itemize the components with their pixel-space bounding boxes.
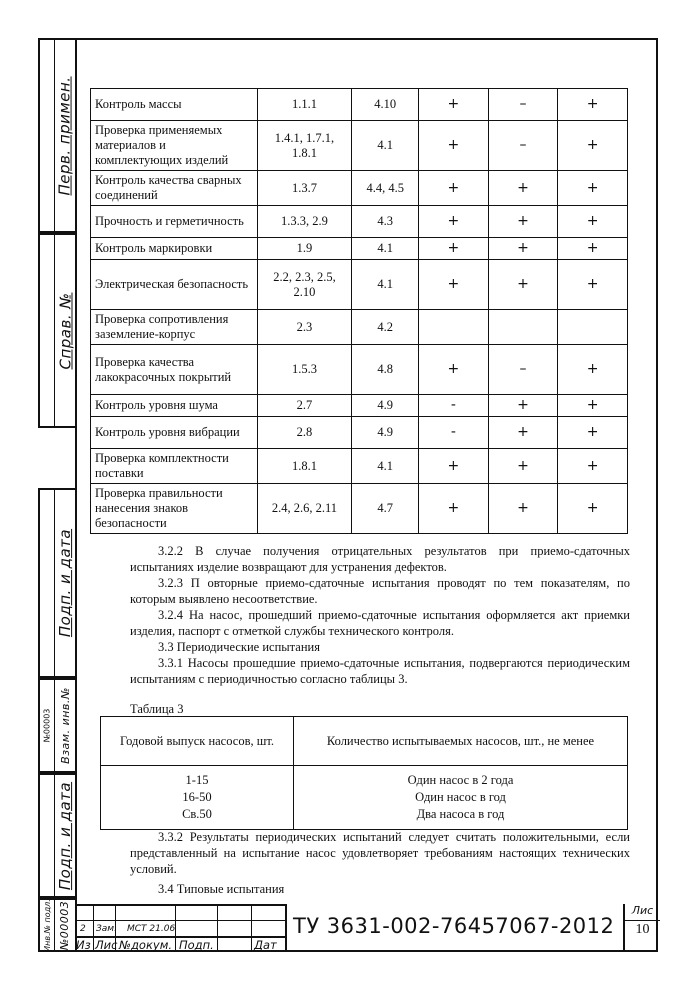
requirement-clause-cell: 1.3.3, 2.9 xyxy=(257,206,352,238)
sidebar-value-vzam-inv: №00003 xyxy=(42,708,52,743)
mark-cell xyxy=(419,310,489,345)
stamp-izm: 2 xyxy=(80,924,86,934)
paragraph-3-2-4 xyxy=(130,607,630,639)
check-name-cell: Контроль уровня вибрации xyxy=(91,417,258,449)
test-method-cell: 4.1 xyxy=(352,121,419,171)
mark-cell: + xyxy=(419,206,489,238)
stamp-zam: Зам. xyxy=(96,924,117,934)
paragraph-3-3-2-text: 3.3.2 Результаты периодических испытаний следует считать положительными, если представленный на испытание насос удовлетворяет требованиям настоящих технических условий. xyxy=(130,830,630,876)
check-name-cell: Проверка качества лакокрасочных покрытий xyxy=(91,345,258,395)
mark-cell: + xyxy=(488,171,558,206)
sidebar-cell-inv-podl xyxy=(38,898,75,952)
requirement-clause-cell: 1.9 xyxy=(257,238,352,260)
check-name-cell: Контроль массы xyxy=(91,89,258,121)
mark-cell: + xyxy=(419,449,489,484)
sheet-number: 10 xyxy=(635,922,650,937)
stamp-doc-no: МСТ 21.06 xyxy=(127,924,176,934)
check-name-cell: Электрическая безопасность xyxy=(91,260,258,310)
heading-3-3 xyxy=(130,639,630,655)
mark-cell: + xyxy=(558,345,628,395)
table-3-output: 16-50 xyxy=(182,790,212,804)
test-method-cell: 4.2 xyxy=(352,310,419,345)
mark-cell: – xyxy=(488,121,558,171)
heading-3-3-text: 3.3 Периодические испытания xyxy=(158,640,320,654)
sheet-number-box xyxy=(623,904,660,952)
mark-cell: + xyxy=(558,206,628,238)
sidebar-cell-perv-primen xyxy=(38,38,75,233)
sidebar-cell-podp-data-2 xyxy=(38,773,75,898)
table-3-count: Два насоса в год xyxy=(416,807,505,821)
table-3-output-cell xyxy=(101,766,294,830)
table-3-count-cell xyxy=(294,766,628,830)
mark-cell: + xyxy=(419,121,489,171)
table-row xyxy=(91,345,628,395)
test-method-cell: 4.7 xyxy=(352,484,419,534)
mark-cell: + xyxy=(558,260,628,310)
mark-cell: + xyxy=(488,395,558,417)
requirement-clause-cell: 1.1.1 xyxy=(257,89,352,121)
table-3-count: Один насос в 2 года xyxy=(407,773,514,787)
mark-cell: + xyxy=(419,238,489,260)
paragraph-3-2-2-text: 3.2.2 В случае получения отрицательных результатов при приемо-сдаточных испытаниях изделие возвращают для устранения дефектов. xyxy=(130,544,630,574)
paragraph-3-2-2 xyxy=(130,543,630,575)
mark-cell: + xyxy=(488,238,558,260)
table-row xyxy=(91,395,628,417)
sidebar-label-podp-data-2: Подп. и дата xyxy=(56,781,74,890)
check-name-cell: Контроль уровня шума xyxy=(91,395,258,417)
sidebar-cell-podp-data-1 xyxy=(38,488,75,678)
sidebar-label-perv-primen: Перв. примен. xyxy=(56,75,75,196)
control-methods-table xyxy=(90,88,628,534)
mark-cell: + xyxy=(558,171,628,206)
heading-3-4-text: 3.4 Типовые испытания xyxy=(158,882,285,896)
mark-cell: - xyxy=(419,395,489,417)
mark-cell: + xyxy=(419,89,489,121)
stamp-label-lis: Лис xyxy=(95,938,118,952)
paragraph-3-3-1-text: 3.3.1 Насосы прошедшие приемо-сдаточные испытания, подвергаются периодическим испытаниям с периодичностью согласно таблицы 3. xyxy=(130,656,630,686)
paragraph-3-3-1 xyxy=(130,655,630,687)
mark-cell: + xyxy=(558,89,628,121)
table-3 xyxy=(100,716,628,830)
table-3-caption: Таблица 3 xyxy=(130,702,184,716)
check-name-cell: Проверка комплектности поставки xyxy=(91,449,258,484)
mark-cell: + xyxy=(419,260,489,310)
table-3-output: Св.50 xyxy=(182,807,212,821)
heading-3-4 xyxy=(130,881,630,897)
requirement-clause-cell: 1.8.1 xyxy=(257,449,352,484)
mark-cell: - xyxy=(419,417,489,449)
mark-cell: + xyxy=(488,417,558,449)
mark-cell: + xyxy=(419,484,489,534)
table-3-count: Один насос в год xyxy=(415,790,506,804)
test-method-cell: 4.1 xyxy=(352,449,419,484)
mark-cell: – xyxy=(488,89,558,121)
sheet-label: Лис xyxy=(625,904,660,921)
table-row xyxy=(91,449,628,484)
table-row xyxy=(91,417,628,449)
stamp-label-podp: Подп. xyxy=(179,938,214,952)
mark-cell: + xyxy=(558,417,628,449)
requirement-clause-cell: 2.2, 2.3, 2.5, 2.10 xyxy=(257,260,352,310)
title-block-grid xyxy=(75,904,285,952)
paragraph-3-2-3-text: 3.2.3 П овторные приемо-сдаточные испытания проводят по тем показателям, по которым выявлено несоответствие. xyxy=(130,576,630,606)
mark-cell: + xyxy=(488,449,558,484)
mark-cell: + xyxy=(419,345,489,395)
check-name-cell: Контроль маркировки xyxy=(91,238,258,260)
sidebar-value-inv-podl: №00003 xyxy=(58,900,72,950)
table-3-header-count: Количество испытываемых насосов, шт., не менее xyxy=(294,717,628,766)
mark-cell: + xyxy=(558,395,628,417)
check-name-cell: Проверка применяемых материалов и комплектующих изделий xyxy=(91,121,258,171)
mark-cell xyxy=(558,310,628,345)
requirement-clause-cell: 1.5.3 xyxy=(257,345,352,395)
table-row xyxy=(91,310,628,345)
mark-cell: – xyxy=(488,345,558,395)
sidebar-cell-sprav-no xyxy=(38,233,75,428)
sidebar-cell-vzam-inv xyxy=(38,678,75,773)
sidebar-label-vzam-inv: Взам. инв.№ xyxy=(58,687,72,764)
test-method-cell: 4.8 xyxy=(352,345,419,395)
stamp-label-iz: Из xyxy=(76,938,91,952)
test-method-cell: 4.1 xyxy=(352,260,419,310)
table-row xyxy=(91,238,628,260)
table-row xyxy=(91,484,628,534)
table-row xyxy=(91,89,628,121)
stamp-label-dat: Дат xyxy=(254,938,277,952)
table-3-header-output: Годовой выпуск насосов, шт. xyxy=(101,717,294,766)
mark-cell xyxy=(488,310,558,345)
binding-sidebar xyxy=(38,38,75,952)
sidebar-label-sprav-no: Справ. № xyxy=(56,292,75,369)
mark-cell: + xyxy=(488,260,558,310)
table-row xyxy=(91,171,628,206)
test-method-cell: 4.4, 4.5 xyxy=(352,171,419,206)
requirement-clause-cell: 2.4, 2.6, 2.11 xyxy=(257,484,352,534)
sidebar-label-podp-data-1: Подп. и дата xyxy=(56,528,74,638)
check-name-cell: Контроль качества сварных соединений xyxy=(91,171,258,206)
mark-cell: + xyxy=(558,484,628,534)
title-block xyxy=(75,904,658,952)
test-method-cell: 4.10 xyxy=(352,89,419,121)
mark-cell: + xyxy=(558,238,628,260)
check-name-cell: Проверка сопротивления заземление-корпус xyxy=(91,310,258,345)
requirement-clause-cell: 1.3.7 xyxy=(257,171,352,206)
mark-cell: + xyxy=(488,206,558,238)
requirement-clause-cell: 2.3 xyxy=(257,310,352,345)
test-method-cell: 4.3 xyxy=(352,206,419,238)
stamp-label-dokum: №докум. xyxy=(119,938,173,952)
document-code: ТУ 3631-002-76457067-2012 xyxy=(293,914,615,938)
paragraph-3-3-2 xyxy=(130,829,630,877)
requirement-clause-cell: 2.7 xyxy=(257,395,352,417)
table-row xyxy=(91,206,628,238)
table-3-output: 1-15 xyxy=(185,773,209,787)
paragraph-3-2-3 xyxy=(130,575,630,607)
sidebar-label-inv-podl: Инв.№ подл. xyxy=(42,898,52,952)
check-name-cell: Проверка правильности нанесения знаков безопасности xyxy=(91,484,258,534)
check-name-cell: Прочность и герметичность xyxy=(91,206,258,238)
mark-cell: + xyxy=(558,121,628,171)
table-row xyxy=(91,121,628,171)
table-row xyxy=(91,260,628,310)
paragraph-3-2-4-text: 3.2.4 На насос, прошедший приемо-сдаточные испытания оформляется акт приемки изделия, паспорт с отметкой службы технического контроля. xyxy=(130,608,630,638)
test-method-cell: 4.1 xyxy=(352,238,419,260)
mark-cell: + xyxy=(419,171,489,206)
mark-cell: + xyxy=(558,449,628,484)
requirement-clause-cell: 1.4.1, 1.7.1, 1.8.1 xyxy=(257,121,352,171)
test-method-cell: 4.9 xyxy=(352,395,419,417)
test-method-cell: 4.9 xyxy=(352,417,419,449)
mark-cell: + xyxy=(488,484,558,534)
requirement-clause-cell: 2.8 xyxy=(257,417,352,449)
